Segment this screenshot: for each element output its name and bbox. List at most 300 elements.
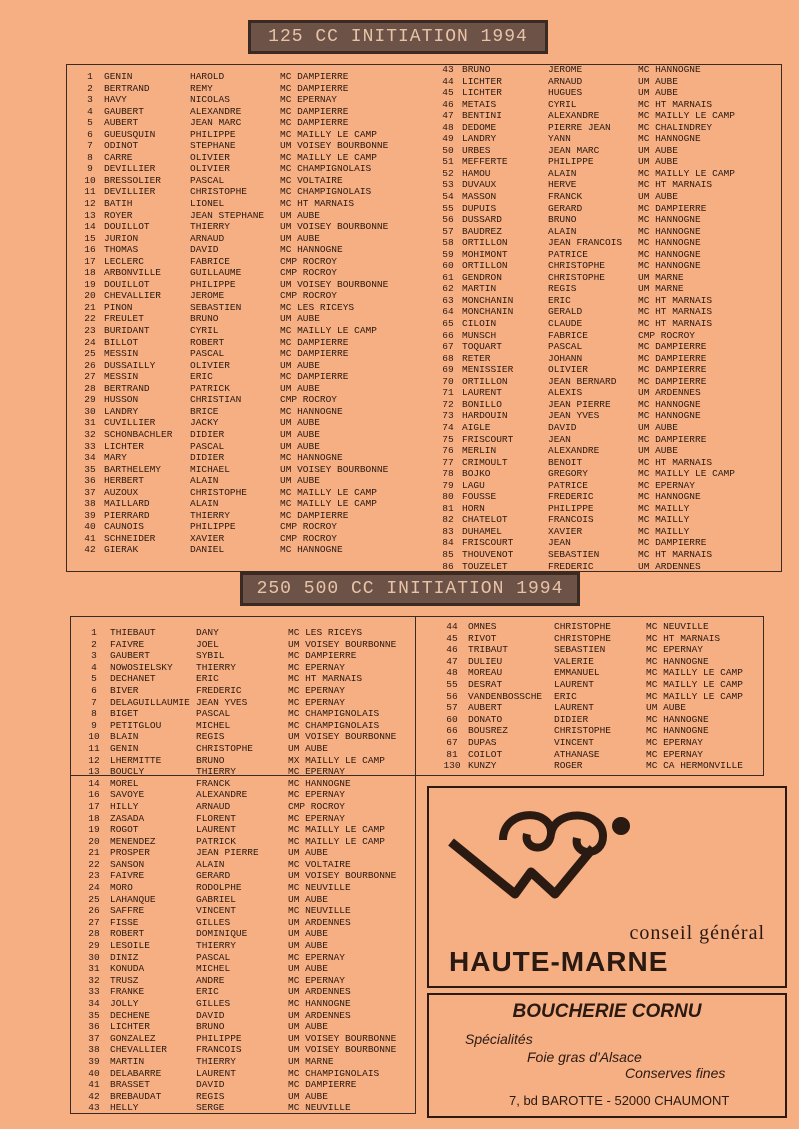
entry-number: 41 xyxy=(88,1079,100,1091)
entry-club: MC MAILLY LE CAMP xyxy=(646,690,743,702)
entry-firstname: JEAN xyxy=(548,433,571,445)
entry-number: 15 xyxy=(84,232,96,244)
entry-number: 27 xyxy=(84,371,96,383)
entry-number: 65 xyxy=(442,318,454,330)
entry-club: MC EPERNAY xyxy=(280,94,338,106)
list-item xyxy=(434,480,778,492)
entry-firstname: PASCAL xyxy=(190,348,225,360)
entry-club: MC MAILLY LE CAMP xyxy=(638,167,735,179)
entry-lastname: URBES xyxy=(462,144,491,156)
list-item xyxy=(434,203,778,215)
entry-club: MC MAILLY LE CAMP xyxy=(280,325,377,337)
entry-firstname: ALEXIS xyxy=(548,387,583,399)
entry-club: UM ARDENNES xyxy=(638,560,701,572)
list-item xyxy=(78,1068,438,1080)
entry-club: MC NEUVILLE xyxy=(288,905,351,917)
entry-club: UM AUBE xyxy=(280,232,320,244)
entry-lastname: LECLERC xyxy=(104,255,144,267)
entry-number: 30 xyxy=(88,951,100,963)
entry-lastname: DUPUIS xyxy=(462,202,497,214)
entry-number: 72 xyxy=(442,398,454,410)
list-item xyxy=(78,778,438,790)
entry-firstname: FREDERIC xyxy=(548,491,594,503)
entry-club: MC HT MARNAIS xyxy=(638,294,713,306)
list-item xyxy=(434,145,778,157)
entry-club: MC CA HERMONVILLE xyxy=(646,760,743,772)
entry-firstname: PHILIPPE xyxy=(196,1032,242,1044)
entry-club: MC CHALINDREY xyxy=(638,121,713,133)
entry-club: MC MAILLY LE CAMP xyxy=(280,128,377,140)
list-item xyxy=(436,714,796,726)
entry-number: 6 xyxy=(87,128,93,140)
entry-number: 28 xyxy=(84,382,96,394)
entry-club: UM AUBE xyxy=(280,417,320,429)
entry-lastname: HAMOU xyxy=(462,167,491,179)
entry-firstname: FREDERIC xyxy=(196,684,242,696)
entry-number: 37 xyxy=(88,1032,100,1044)
entry-club: MC HANNOGNE xyxy=(280,405,343,417)
entry-number: 45 xyxy=(442,87,454,99)
entry-lastname: DEVILLIER xyxy=(104,163,156,175)
list-item xyxy=(76,475,420,487)
entry-club: MC HANNOGNE xyxy=(638,64,701,75)
entry-club: MC EPERNAY xyxy=(288,766,346,778)
list-item xyxy=(78,824,438,836)
list-item xyxy=(76,233,420,245)
entry-lastname: PETITGLOU xyxy=(110,719,162,731)
entry-club: MC MAILLY LE CAMP xyxy=(646,667,743,679)
list-item xyxy=(78,801,438,813)
list-item xyxy=(434,376,778,388)
entry-club: MC CHAMPIGNOLAIS xyxy=(288,719,380,731)
entry-lastname: FREULET xyxy=(104,313,144,325)
entry-number: 34 xyxy=(88,998,100,1009)
entry-number: 10 xyxy=(88,731,100,743)
entry-number: 67 xyxy=(446,736,458,748)
entry-number: 51 xyxy=(442,156,454,168)
entry-lastname: BERTRAND xyxy=(104,82,150,94)
entry-firstname: GERARD xyxy=(548,202,583,214)
entry-firstname: CHRISTOPHE xyxy=(190,486,248,498)
entry-firstname: SYBIL xyxy=(196,650,225,662)
entry-number: 22 xyxy=(84,313,96,325)
entry-number: 3 xyxy=(91,650,97,662)
entry-number: 2 xyxy=(91,638,97,650)
entry-club: MC VOLTAIRE xyxy=(288,858,351,870)
entry-lastname: LICHTER xyxy=(462,75,502,87)
list-item xyxy=(434,549,778,561)
entry-firstname: GUILLAUME xyxy=(190,267,242,279)
list-item xyxy=(78,986,438,998)
entry-firstname: GILLES xyxy=(196,916,231,928)
entry-firstname: JEAN PIERRE xyxy=(196,847,259,859)
entry-lastname: MARTIN xyxy=(110,1055,145,1067)
entry-lastname: DOUILLOT xyxy=(104,221,150,233)
entry-firstname: MICHEL xyxy=(196,719,231,731)
entry-lastname: LANDRY xyxy=(104,405,139,417)
entry-firstname: REMY xyxy=(190,82,213,94)
list-item xyxy=(78,743,438,755)
entry-lastname: FRANKE xyxy=(110,986,145,998)
entry-lastname: MERLIN xyxy=(462,445,497,457)
list-item xyxy=(76,186,420,198)
list-item xyxy=(78,650,438,662)
list-item xyxy=(434,410,778,422)
list-item xyxy=(436,644,796,656)
entry-lastname: MASSON xyxy=(462,191,497,203)
list-item xyxy=(436,633,796,645)
entry-lastname: TOQUART xyxy=(462,341,502,353)
list-item xyxy=(434,295,778,307)
entry-firstname: ALEXANDRE xyxy=(548,110,600,122)
entry-number: 57 xyxy=(446,702,458,714)
entry-number: 36 xyxy=(88,1021,100,1033)
entry-lastname: BLAIN xyxy=(110,731,139,743)
list-item xyxy=(434,503,778,515)
entry-club: MC MAILLY LE CAMP xyxy=(638,110,735,122)
entry-firstname: GABRIEL xyxy=(196,893,236,905)
list-item xyxy=(436,656,796,668)
entry-lastname: KUNZY xyxy=(468,760,497,772)
entry-firstname: THIERRY xyxy=(190,221,230,233)
entry-firstname: DAVID xyxy=(196,1079,225,1091)
list-item xyxy=(434,318,778,330)
entry-number: 58 xyxy=(442,237,454,249)
sponsor-line-1: conseil général xyxy=(629,922,765,944)
entry-lastname: LAGU xyxy=(462,479,485,491)
entry-firstname: VINCENT xyxy=(196,905,236,917)
list-item xyxy=(76,279,420,291)
entry-club: MC EPERNAY xyxy=(646,748,704,760)
list-item xyxy=(76,302,420,314)
entry-firstname: OLIVIER xyxy=(190,359,230,371)
entry-lastname: LAURENT xyxy=(462,387,502,399)
entry-number: 19 xyxy=(84,278,96,290)
entry-lastname: GENIN xyxy=(104,71,133,82)
list-item xyxy=(434,179,778,191)
entry-lastname: ROGOT xyxy=(110,824,139,836)
list-item xyxy=(78,975,438,987)
entry-club: UM AUBE xyxy=(638,445,678,457)
entry-lastname: MORO xyxy=(110,882,133,894)
entry-number: 24 xyxy=(88,882,100,894)
entry-firstname: HAROLD xyxy=(190,71,225,82)
list-item xyxy=(76,94,420,106)
entry-firstname: CHRISTOPHE xyxy=(554,632,612,644)
list-item xyxy=(76,256,420,268)
entry-lastname: ZASADA xyxy=(110,812,145,824)
entry-lastname: AUBERT xyxy=(468,702,503,714)
list-item xyxy=(78,685,438,697)
entry-number: 40 xyxy=(84,521,96,533)
entry-lastname: ODINOT xyxy=(104,140,139,152)
list-item xyxy=(78,697,438,709)
entry-firstname: OLIVIER xyxy=(190,163,230,175)
entry-club: MC HANNOGNE xyxy=(288,998,351,1009)
entry-number: 26 xyxy=(84,359,96,371)
entry-number: 44 xyxy=(446,621,458,632)
entry-number: 71 xyxy=(442,387,454,399)
list-item xyxy=(434,272,778,284)
entry-number: 69 xyxy=(442,364,454,376)
list-item xyxy=(76,325,420,337)
list-item xyxy=(78,1021,438,1033)
list-item xyxy=(434,99,778,111)
entry-lastname: PINON xyxy=(104,301,133,313)
list-item xyxy=(76,117,420,129)
list-item xyxy=(78,882,438,894)
list-item xyxy=(76,498,420,510)
entry-number: 8 xyxy=(91,708,97,720)
entry-firstname: CHRISTOPHE xyxy=(548,271,606,283)
entry-lastname: LICHTER xyxy=(110,1021,150,1033)
entry-club: UM AUBE xyxy=(288,742,328,754)
entry-lastname: SCHONBACHLER xyxy=(104,428,173,440)
entry-lastname: AIGLE xyxy=(462,421,491,433)
entry-number: 20 xyxy=(84,290,96,302)
list-item xyxy=(78,928,438,940)
entry-lastname: DINIZ xyxy=(110,951,139,963)
entry-firstname: ARNAUD xyxy=(190,232,225,244)
list-item xyxy=(78,731,438,743)
entry-firstname: ERIC xyxy=(548,294,571,306)
entry-number: 47 xyxy=(442,110,454,122)
list-item xyxy=(78,940,438,952)
entry-lastname: MENISSIER xyxy=(462,364,514,376)
entry-lastname: RETER xyxy=(462,352,491,364)
list-item xyxy=(434,306,778,318)
entry-number: 3 xyxy=(87,94,93,106)
entry-firstname: PHILIPPE xyxy=(548,502,594,514)
list-item xyxy=(434,110,778,122)
list-item xyxy=(434,330,778,342)
entry-club: MC HANNOGNE xyxy=(638,225,701,237)
entry-club: UM AUBE xyxy=(280,440,320,452)
list-item xyxy=(76,383,420,395)
entry-number: 42 xyxy=(88,1090,100,1102)
entry-lastname: DEVILLIER xyxy=(104,186,156,198)
section-2-title: 250 500 CC INITIATION 1994 xyxy=(240,572,580,606)
entry-lastname: KONUDA xyxy=(110,963,145,975)
entry-number: 25 xyxy=(88,893,100,905)
entry-club: UM MARNE xyxy=(638,271,684,283)
entry-number: 68 xyxy=(442,352,454,364)
entry-club: MC DAMPIERRE xyxy=(288,1079,357,1091)
list-item xyxy=(434,168,778,180)
entry-firstname: BRUNO xyxy=(196,754,225,766)
entry-number: 46 xyxy=(442,98,454,110)
list-item xyxy=(434,87,778,99)
entry-firstname: VINCENT xyxy=(554,736,594,748)
list-item xyxy=(434,514,778,526)
list-item xyxy=(434,214,778,226)
entry-firstname: JOEL xyxy=(196,638,219,650)
entry-club: UM AUBE xyxy=(288,963,328,975)
list-item xyxy=(78,639,438,651)
entry-firstname: GREGORY xyxy=(548,468,588,480)
entry-lastname: CHEVALLIER xyxy=(104,290,162,302)
entry-firstname: OLIVIER xyxy=(190,151,230,163)
list-item xyxy=(434,191,778,203)
entry-club: MC HANNOGNE xyxy=(280,544,343,556)
entry-number: 47 xyxy=(446,655,458,667)
list-item xyxy=(76,429,420,441)
entry-lastname: MESSIN xyxy=(104,371,139,383)
entry-firstname: DAVID xyxy=(190,244,219,256)
entry-club: MC EPERNAY xyxy=(646,644,704,656)
entry-club: MC HANNOGNE xyxy=(646,725,709,737)
entry-lastname: DECHANET xyxy=(110,673,156,685)
entry-firstname: ALAIN xyxy=(548,225,577,237)
list-item xyxy=(76,371,420,383)
shop-name: BOUCHERIE CORNU xyxy=(512,1001,702,1022)
entry-firstname: ALAIN xyxy=(190,498,219,510)
entry-club: MC HANNOGNE xyxy=(638,133,701,145)
entry-firstname: THIERRY xyxy=(196,940,236,952)
entry-club: UM VOISEY BOURBONNE xyxy=(288,870,397,882)
list-item xyxy=(76,533,420,545)
entry-number: 39 xyxy=(84,509,96,521)
entry-firstname: ALEXANDRE xyxy=(196,789,248,801)
entry-club: MC VOLTAIRE xyxy=(280,174,343,186)
entry-club: UM AUBE xyxy=(638,191,678,203)
entry-number: 78 xyxy=(442,468,454,480)
sponsor-line-2: HAUTE-MARNE xyxy=(449,946,669,977)
entry-club: MC MAILLY xyxy=(638,502,690,514)
entry-club: MC HT MARNAIS xyxy=(638,179,713,191)
entry-number: 56 xyxy=(446,690,458,702)
entry-number: 2 xyxy=(87,82,93,94)
entry-club: CMP ROCROY xyxy=(280,267,338,279)
entry-lastname: DOUILLOT xyxy=(104,278,150,290)
entry-club: MC HANNOGNE xyxy=(646,713,709,725)
entry-number: 12 xyxy=(88,754,100,766)
entry-firstname: DIDIER xyxy=(554,713,589,725)
entry-firstname: PATRICE xyxy=(548,248,588,260)
entry-number: 42 xyxy=(84,544,96,556)
list-item xyxy=(78,755,438,767)
entry-firstname: YANN xyxy=(548,133,571,145)
entry-lastname: LESOILE xyxy=(110,940,150,952)
entry-club: MC DAMPIERRE xyxy=(280,82,349,94)
entry-club: UM VOISEY BOURBONNE xyxy=(288,1032,397,1044)
shop-line-1: Spécialités xyxy=(465,1031,533,1047)
section-2-right-list xyxy=(436,621,796,772)
entry-club: MC EPERNAY xyxy=(638,479,696,491)
entry-number: 50 xyxy=(442,144,454,156)
entry-number: 11 xyxy=(84,186,96,198)
entry-lastname: ROBERT xyxy=(110,928,145,940)
entry-number: 130 xyxy=(443,760,461,772)
list-item xyxy=(78,963,438,975)
entry-lastname: VANDENBOSSCHE xyxy=(468,690,543,702)
shop-address: 7, bd BAROTTE - 52000 CHAUMONT xyxy=(509,1093,730,1108)
entry-firstname: BRUNO xyxy=(548,214,577,226)
entry-firstname: JEAN YVES xyxy=(548,410,600,422)
entry-club: MC LES RICEYS xyxy=(280,301,355,313)
entry-lastname: COILOT xyxy=(468,748,503,760)
list-item xyxy=(78,836,438,848)
list-item xyxy=(434,249,778,261)
entry-number: 22 xyxy=(88,858,100,870)
list-item xyxy=(434,537,778,549)
entry-club: MC HANNOGNE xyxy=(638,260,701,272)
entry-firstname: ALEXANDRE xyxy=(190,105,242,117)
entry-firstname: PASCAL xyxy=(548,341,583,353)
entry-lastname: CRIMOULT xyxy=(462,456,508,468)
list-item xyxy=(434,387,778,399)
entry-club: UM VOISEY BOURBONNE xyxy=(280,221,389,233)
entry-club: UM AUBE xyxy=(288,847,328,859)
entry-number: 38 xyxy=(88,1044,100,1056)
list-item xyxy=(76,290,420,302)
entry-lastname: DEDOME xyxy=(462,121,497,133)
entry-number: 1 xyxy=(87,71,93,82)
entry-lastname: ROYER xyxy=(104,209,133,221)
entry-firstname: FLORENT xyxy=(196,812,236,824)
list-item xyxy=(78,1010,438,1022)
list-item xyxy=(434,457,778,469)
entry-lastname: BENTINI xyxy=(462,110,502,122)
entry-club: MC HANNOGNE xyxy=(280,244,343,256)
entry-lastname: BERTRAND xyxy=(104,382,150,394)
entry-lastname: LICHTER xyxy=(104,440,144,452)
entry-firstname: SERGE xyxy=(196,1102,225,1114)
entry-club: UM AUBE xyxy=(638,75,678,87)
entry-number: 83 xyxy=(442,525,454,537)
entry-firstname: ALEXANDRE xyxy=(548,445,600,457)
entry-lastname: AUZOUX xyxy=(104,486,139,498)
entry-number: 74 xyxy=(442,421,454,433)
entry-club: MC DAMPIERRE xyxy=(638,352,707,364)
entry-number: 40 xyxy=(88,1067,100,1079)
entry-firstname: THIERRY xyxy=(190,509,230,521)
entry-firstname: PHILIPPE xyxy=(190,128,236,140)
entry-number: 14 xyxy=(84,221,96,233)
entry-firstname: PIERRE JEAN xyxy=(548,121,611,133)
list-item xyxy=(434,526,778,538)
entry-firstname: GERALD xyxy=(548,306,583,318)
entry-firstname: STEPHANE xyxy=(190,140,236,152)
list-item xyxy=(78,766,438,778)
entry-number: 4 xyxy=(87,105,93,117)
entry-club: UM ARDENNES xyxy=(288,916,351,928)
entry-firstname: JACKY xyxy=(190,417,219,429)
entry-firstname: THIERRY xyxy=(196,766,236,778)
entry-number: 80 xyxy=(442,491,454,503)
entry-number: 33 xyxy=(88,986,100,998)
entry-club: CMP ROCROY xyxy=(280,290,338,302)
entry-number: 17 xyxy=(84,255,96,267)
entry-club: MC HANNOGNE xyxy=(646,655,709,667)
entry-lastname: GAUBERT xyxy=(110,650,150,662)
entry-firstname: PATRICK xyxy=(196,835,236,847)
entry-lastname: BOJKO xyxy=(462,468,491,480)
entry-club: UM VOISEY BOURBONNE xyxy=(288,1044,397,1056)
entry-club: CMP ROCROY xyxy=(638,329,696,341)
section-1-title: 125 CC INITIATION 1994 xyxy=(248,20,548,54)
entry-lastname: HELLY xyxy=(110,1102,139,1114)
entry-number: 20 xyxy=(88,835,100,847)
entry-club: MC DAMPIERRE xyxy=(280,71,349,82)
entry-firstname: NICOLAS xyxy=(190,94,230,106)
entry-number: 12 xyxy=(84,198,96,210)
entry-number: 34 xyxy=(84,452,96,464)
entry-lastname: BRESSOLIER xyxy=(104,174,162,186)
entry-firstname: DAVID xyxy=(548,421,577,433)
list-item xyxy=(434,226,778,238)
entry-club: MC EPERNAY xyxy=(288,974,346,986)
